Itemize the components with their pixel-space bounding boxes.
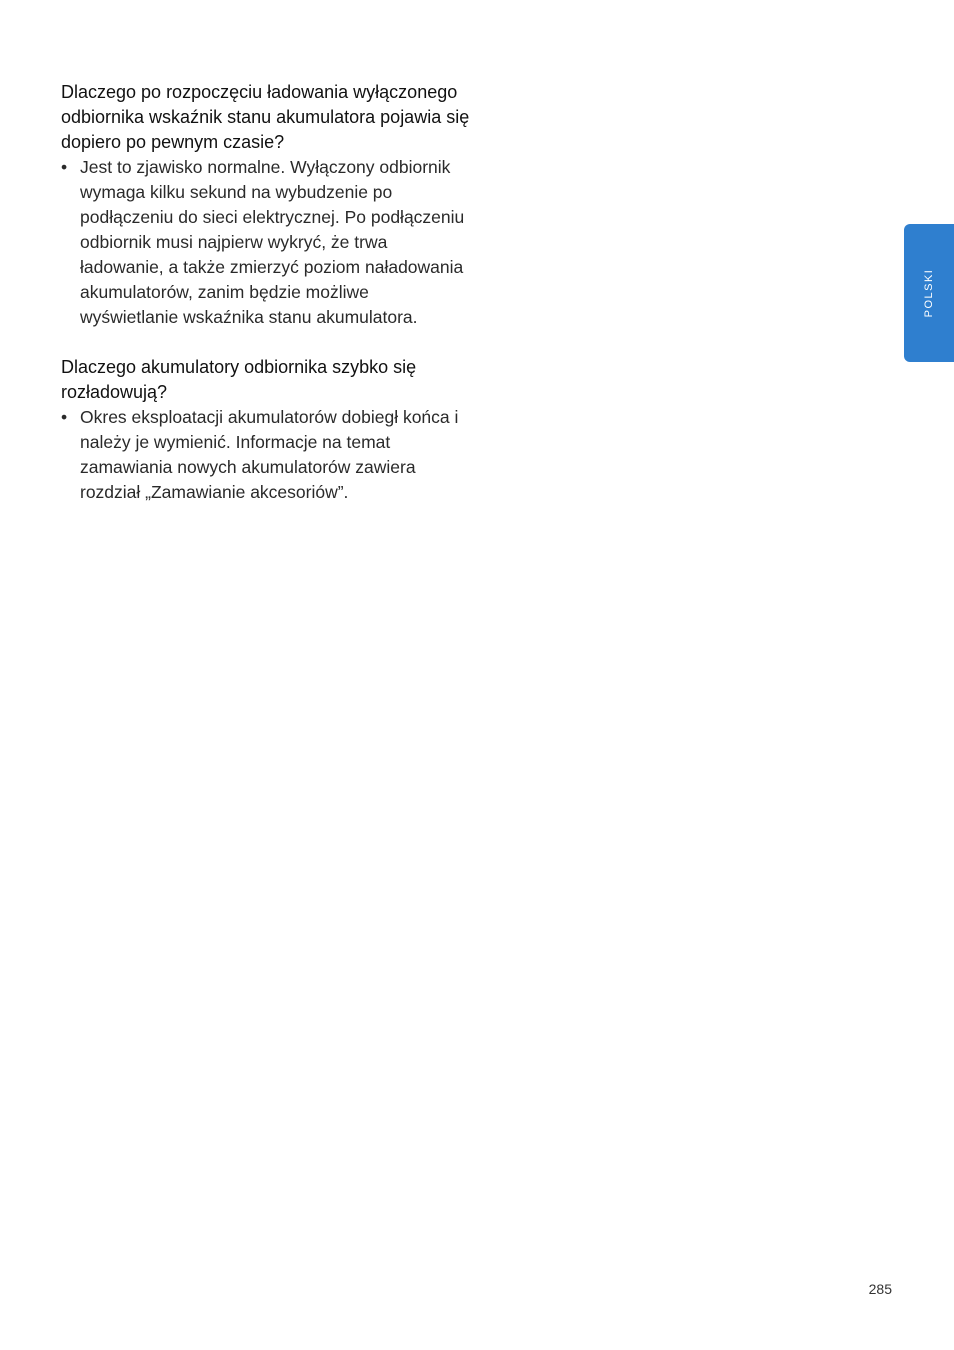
- page-number: 285: [868, 1281, 892, 1297]
- faq-answer-text-1: Jest to zjawisko normalne. Wyłączony odbiornik wymaga kilku sekund na wybudzenie po podłączeniu do sieci elektrycznej. Po podłączeniu odbiornik musi najpierw wykryć, że trwa ładowanie, a także zmierzyć poziom naładowania akumulatorów, zanim będzie możliwe wyświetlanie wskaźnika stanu akumulatora.: [80, 157, 465, 327]
- bullet-icon: •: [61, 157, 68, 177]
- faq-section-1: [61, 80, 471, 330]
- faq-answer-item-1: [61, 155, 471, 330]
- language-tab-label: POLSKI: [923, 268, 935, 318]
- faq-answer-item-2: [61, 405, 471, 505]
- faq-answer-list-2: [61, 405, 471, 505]
- faq-answer-text-2: Okres eksploatacji akumulatorów dobiegł końca i należy je wymienić. Informacje na temat zamawiania nowych akumulatorów zawiera rozdział „Zamawianie akcesoriów”.: [80, 407, 459, 502]
- bullet-icon: •: [61, 407, 68, 427]
- language-tab: [904, 224, 954, 362]
- faq-question-1: Dlaczego po rozpoczęciu ładowania wyłączonego odbiornika wskaźnik stanu akumulatora pojawia się dopiero po pewnym czasie?: [61, 82, 470, 152]
- faq-section-2: [61, 355, 471, 505]
- faq-question-2: Dlaczego akumulatory odbiornika szybko się rozładowują?: [61, 357, 417, 402]
- faq-answer-list-1: [61, 155, 471, 330]
- document-body: [61, 80, 471, 530]
